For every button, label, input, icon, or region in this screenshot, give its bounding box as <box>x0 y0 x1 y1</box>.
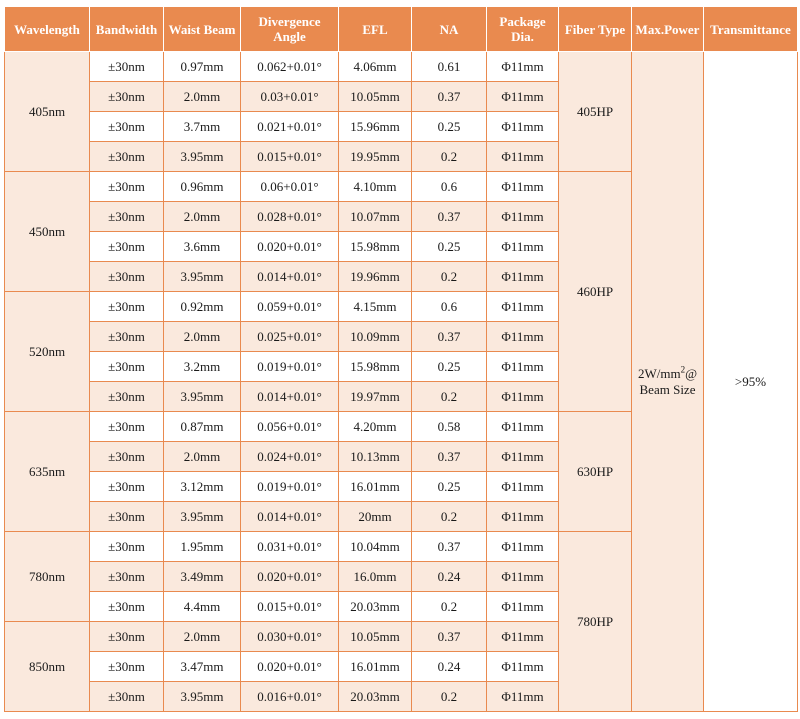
header-bandwidth: Bandwidth <box>90 7 164 52</box>
wavelength-cell: 450nm <box>5 172 90 292</box>
efl-cell: 20.03mm <box>339 592 412 622</box>
efl-cell: 16.01mm <box>339 652 412 682</box>
package-dia-cell: Φ11mm <box>487 382 559 412</box>
divergence-angle-cell: 0.020+0.01° <box>241 232 339 262</box>
max-power-line1 <box>638 366 697 381</box>
header-wavelength: Wavelength <box>5 7 90 52</box>
na-cell: 0.37 <box>412 622 487 652</box>
divergence-angle-cell: 0.014+0.01° <box>241 382 339 412</box>
bandwidth-cell: ±30nm <box>90 532 164 562</box>
header-waist-beam: Waist Beam <box>164 7 241 52</box>
package-dia-cell: Φ11mm <box>487 502 559 532</box>
bandwidth-cell: ±30nm <box>90 562 164 592</box>
divergence-angle-cell: 0.020+0.01° <box>241 652 339 682</box>
na-cell: 0.37 <box>412 442 487 472</box>
divergence-angle-cell: 0.030+0.01° <box>241 622 339 652</box>
waist-beam-cell: 0.87mm <box>164 412 241 442</box>
header-max-power: Max.Power <box>632 7 704 52</box>
package-dia-cell: Φ11mm <box>487 592 559 622</box>
divergence-angle-cell: 0.025+0.01° <box>241 322 339 352</box>
waist-beam-cell: 2.0mm <box>164 202 241 232</box>
na-cell: 0.2 <box>412 142 487 172</box>
na-cell: 0.25 <box>412 232 487 262</box>
na-cell: 0.25 <box>412 352 487 382</box>
divergence-angle-cell: 0.056+0.01° <box>241 412 339 442</box>
efl-cell: 10.05mm <box>339 622 412 652</box>
header-efl: EFL <box>339 7 412 52</box>
efl-cell: 4.20mm <box>339 412 412 442</box>
header-divergence-angle: Divergence Angle <box>241 7 339 52</box>
na-cell: 0.37 <box>412 532 487 562</box>
package-dia-cell: Φ11mm <box>487 622 559 652</box>
bandwidth-cell: ±30nm <box>90 622 164 652</box>
divergence-angle-cell: 0.021+0.01° <box>241 112 339 142</box>
wavelength-cell: 635nm <box>5 412 90 532</box>
waist-beam-cell: 3.95mm <box>164 262 241 292</box>
divergence-angle-cell: 0.06+0.01° <box>241 172 339 202</box>
divergence-angle-cell: 0.014+0.01° <box>241 262 339 292</box>
efl-cell: 19.95mm <box>339 142 412 172</box>
na-cell: 0.24 <box>412 562 487 592</box>
na-cell: 0.2 <box>412 382 487 412</box>
fiber-type-cell: 630HP <box>559 412 632 532</box>
wavelength-cell: 520nm <box>5 292 90 412</box>
waist-beam-cell: 4.4mm <box>164 592 241 622</box>
na-cell: 0.6 <box>412 292 487 322</box>
package-dia-cell: Φ11mm <box>487 112 559 142</box>
waist-beam-cell: 3.49mm <box>164 562 241 592</box>
divergence-angle-cell: 0.015+0.01° <box>241 592 339 622</box>
package-dia-cell: Φ11mm <box>487 682 559 712</box>
table-header <box>5 7 798 52</box>
divergence-angle-cell: 0.015+0.01° <box>241 142 339 172</box>
efl-cell: 4.15mm <box>339 292 412 322</box>
table-row <box>5 52 798 82</box>
na-cell: 0.2 <box>412 502 487 532</box>
waist-beam-cell: 3.6mm <box>164 232 241 262</box>
efl-cell: 10.09mm <box>339 322 412 352</box>
bandwidth-cell: ±30nm <box>90 682 164 712</box>
efl-cell: 15.98mm <box>339 352 412 382</box>
waist-beam-cell: 3.95mm <box>164 382 241 412</box>
efl-cell: 15.96mm <box>339 112 412 142</box>
wavelength-cell: 780nm <box>5 532 90 622</box>
efl-cell: 10.07mm <box>339 202 412 232</box>
package-dia-cell: Φ11mm <box>487 52 559 82</box>
package-dia-cell: Φ11mm <box>487 202 559 232</box>
waist-beam-cell: 2.0mm <box>164 442 241 472</box>
na-cell: 0.37 <box>412 202 487 232</box>
waist-beam-cell: 3.47mm <box>164 652 241 682</box>
package-dia-cell: Φ11mm <box>487 82 559 112</box>
na-cell: 0.2 <box>412 592 487 622</box>
bandwidth-cell: ±30nm <box>90 52 164 82</box>
collimator-spec-table <box>4 6 798 712</box>
bandwidth-cell: ±30nm <box>90 652 164 682</box>
package-dia-cell: Φ11mm <box>487 652 559 682</box>
efl-cell: 19.96mm <box>339 262 412 292</box>
table-body <box>5 52 798 712</box>
bandwidth-cell: ±30nm <box>90 382 164 412</box>
package-dia-cell: Φ11mm <box>487 322 559 352</box>
package-dia-cell: Φ11mm <box>487 262 559 292</box>
na-cell: 0.61 <box>412 52 487 82</box>
bandwidth-cell: ±30nm <box>90 322 164 352</box>
bandwidth-cell: ±30nm <box>90 442 164 472</box>
waist-beam-cell: 3.95mm <box>164 682 241 712</box>
divergence-angle-cell: 0.014+0.01° <box>241 502 339 532</box>
header-fiber-type: Fiber Type <box>559 7 632 52</box>
na-cell: 0.6 <box>412 172 487 202</box>
max-power-line2: Beam Size <box>639 381 696 397</box>
header-package-dia: Package Dia. <box>487 7 559 52</box>
bandwidth-cell: ±30nm <box>90 502 164 532</box>
efl-cell: 10.05mm <box>339 82 412 112</box>
divergence-angle-cell: 0.024+0.01° <box>241 442 339 472</box>
bandwidth-cell: ±30nm <box>90 472 164 502</box>
na-cell: 0.37 <box>412 322 487 352</box>
waist-beam-cell: 3.95mm <box>164 142 241 172</box>
bandwidth-cell: ±30nm <box>90 592 164 622</box>
fiber-type-cell: 460HP <box>559 172 632 412</box>
transmittance-cell: >95% <box>704 52 798 712</box>
header-transmittance: Transmittance <box>704 7 798 52</box>
na-cell: 0.24 <box>412 652 487 682</box>
bandwidth-cell: ±30nm <box>90 412 164 442</box>
package-dia-cell: Φ11mm <box>487 232 559 262</box>
efl-cell: 10.13mm <box>339 442 412 472</box>
package-dia-cell: Φ11mm <box>487 412 559 442</box>
waist-beam-cell: 3.7mm <box>164 112 241 142</box>
na-cell: 0.25 <box>412 112 487 142</box>
divergence-angle-cell: 0.016+0.01° <box>241 682 339 712</box>
waist-beam-cell: 0.96mm <box>164 172 241 202</box>
package-dia-cell: Φ11mm <box>487 532 559 562</box>
package-dia-cell: Φ11mm <box>487 472 559 502</box>
waist-beam-cell: 1.95mm <box>164 532 241 562</box>
max-power-exponent: 2 <box>680 364 686 375</box>
max-power-at: @ <box>685 365 698 381</box>
efl-cell: 20.03mm <box>339 682 412 712</box>
waist-beam-cell: 3.2mm <box>164 352 241 382</box>
bandwidth-cell: ±30nm <box>90 82 164 112</box>
divergence-angle-cell: 0.019+0.01° <box>241 352 339 382</box>
package-dia-cell: Φ11mm <box>487 562 559 592</box>
efl-cell: 16.01mm <box>339 472 412 502</box>
na-cell: 0.58 <box>412 412 487 442</box>
bandwidth-cell: ±30nm <box>90 292 164 322</box>
na-cell: 0.2 <box>412 262 487 292</box>
waist-beam-cell: 0.92mm <box>164 292 241 322</box>
max-power-value: 2W/mm <box>637 365 681 381</box>
fiber-type-cell: 780HP <box>559 532 632 712</box>
bandwidth-cell: ±30nm <box>90 262 164 292</box>
divergence-angle-cell: 0.062+0.01° <box>241 52 339 82</box>
efl-cell: 19.97mm <box>339 382 412 412</box>
efl-cell: 10.04mm <box>339 532 412 562</box>
divergence-angle-cell: 0.031+0.01° <box>241 532 339 562</box>
waist-beam-cell: 2.0mm <box>164 622 241 652</box>
package-dia-cell: Φ11mm <box>487 352 559 382</box>
waist-beam-cell: 3.95mm <box>164 502 241 532</box>
package-dia-cell: Φ11mm <box>487 172 559 202</box>
bandwidth-cell: ±30nm <box>90 352 164 382</box>
waist-beam-cell: 0.97mm <box>164 52 241 82</box>
divergence-angle-cell: 0.020+0.01° <box>241 562 339 592</box>
package-dia-cell: Φ11mm <box>487 292 559 322</box>
na-cell: 0.2 <box>412 682 487 712</box>
bandwidth-cell: ±30nm <box>90 202 164 232</box>
efl-cell: 4.06mm <box>339 52 412 82</box>
bandwidth-cell: ±30nm <box>90 172 164 202</box>
divergence-angle-cell: 0.028+0.01° <box>241 202 339 232</box>
wavelength-cell: 850nm <box>5 622 90 712</box>
efl-cell: 15.98mm <box>339 232 412 262</box>
header-row <box>5 7 798 52</box>
divergence-angle-cell: 0.019+0.01° <box>241 472 339 502</box>
wavelength-cell: 405nm <box>5 52 90 172</box>
bandwidth-cell: ±30nm <box>90 232 164 262</box>
efl-cell: 20mm <box>339 502 412 532</box>
package-dia-cell: Φ11mm <box>487 142 559 172</box>
na-cell: 0.25 <box>412 472 487 502</box>
waist-beam-cell: 3.12mm <box>164 472 241 502</box>
max-power-cell <box>632 52 704 712</box>
package-dia-cell: Φ11mm <box>487 442 559 472</box>
bandwidth-cell: ±30nm <box>90 112 164 142</box>
efl-cell: 16.0mm <box>339 562 412 592</box>
waist-beam-cell: 2.0mm <box>164 82 241 112</box>
divergence-angle-cell: 0.059+0.01° <box>241 292 339 322</box>
header-na: NA <box>412 7 487 52</box>
na-cell: 0.37 <box>412 82 487 112</box>
bandwidth-cell: ±30nm <box>90 142 164 172</box>
fiber-type-cell: 405HP <box>559 52 632 172</box>
efl-cell: 4.10mm <box>339 172 412 202</box>
waist-beam-cell: 2.0mm <box>164 322 241 352</box>
divergence-angle-cell: 0.03+0.01° <box>241 82 339 112</box>
